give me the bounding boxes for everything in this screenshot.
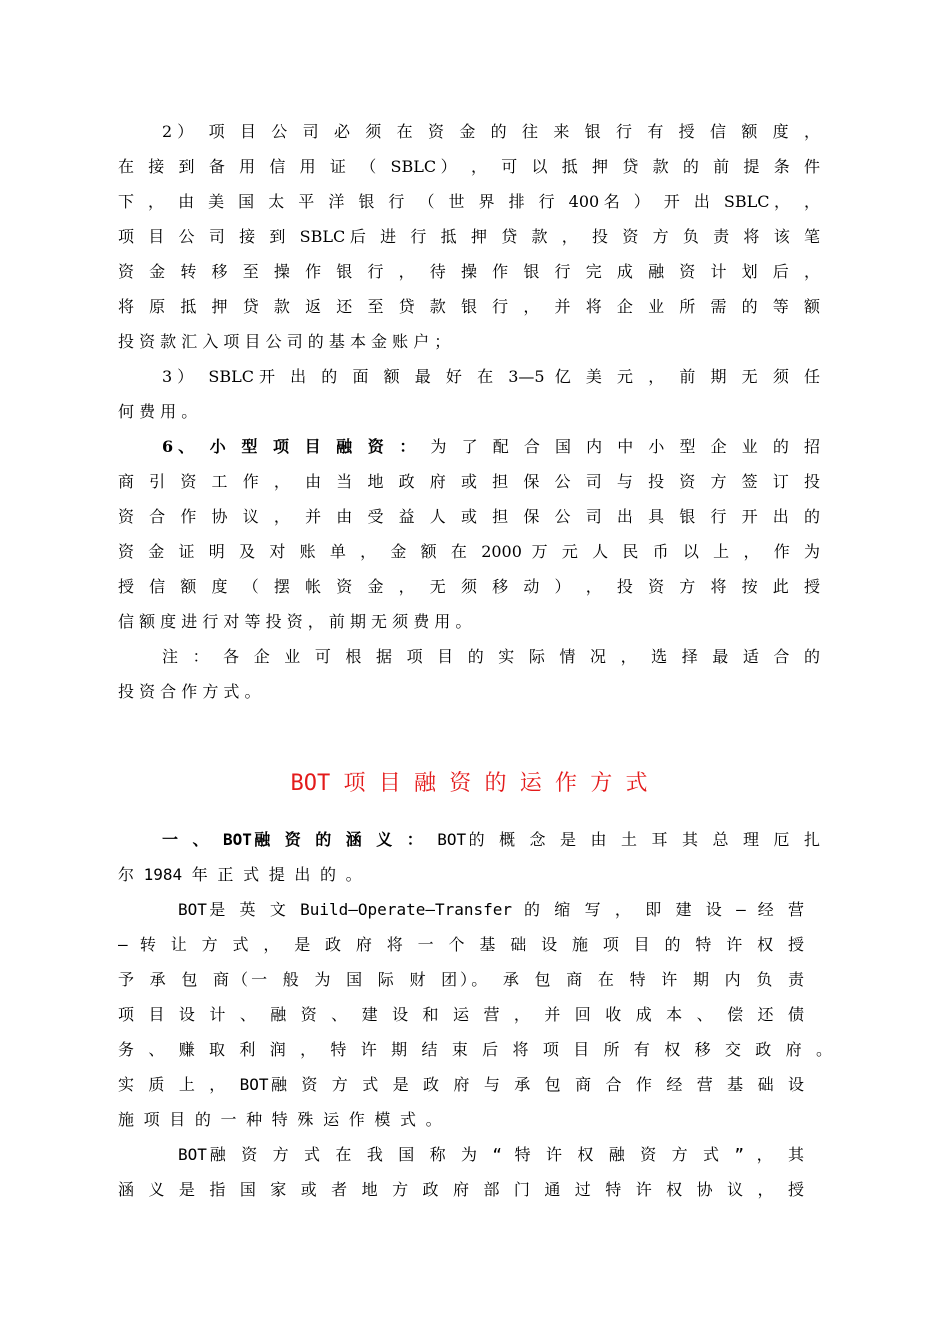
item2-line-3: 下 ， 由 美 国 太 平 洋 银 行 （ 世 界 排 行 400名 ） 开 出 SBLC， ， bbox=[118, 192, 820, 211]
item2-line-5: 资 金 转 移 至 操 作 银 行 ， 待 操 作 银 行 完 成 融 资 计 划 后 ， bbox=[118, 262, 820, 281]
item6-line-3: 资 合 作 协 议 ， 并 由 受 益 人 或 担 保 公 司 出 具 银 行 开 出 的 bbox=[118, 507, 820, 526]
item6-line-5: 授 信 额 度 （ 摆 帐 资 金 ， 无 须 移 动 ） ， 投 资 方 将 按 此 授 bbox=[118, 577, 820, 596]
item6-first-rest: 为 了 配 合 国 内 中 小 型 企 业 的 招 bbox=[430, 437, 820, 456]
para2-line-2: 涵 义 是 指 国 家 或 者 地 方 政 府 部 门 通 过 特 许 权 协 议 ， 授 bbox=[118, 1180, 804, 1199]
note-line-1: 注 ： 各 企 业 可 根 据 项 目 的 实 际 情 况 ， 选 择 最 适 合 的 bbox=[162, 647, 820, 666]
item6-heading: 6、 小 型 项 目 融 资 ： bbox=[162, 437, 421, 456]
item6-line-1 bbox=[162, 434, 820, 460]
note-line-2: 投 资 合 作 方 式 。 bbox=[118, 682, 261, 701]
para1-line-2: — 转 让 方 式 ， 是 政 府 将 一 个 基 础 设 施 项 目 的 特 许 权 授 bbox=[118, 935, 804, 954]
para1-line-7: 施 项 目 的 一 种 特 殊 运 作 模 式 。 bbox=[118, 1110, 442, 1129]
item6-line-4: 资 金 证 明 及 对 账 单 ， 金 额 在 2000 万 元 人 民 币 以 上 ， 作 为 bbox=[118, 542, 820, 561]
item6-line-2: 商 引 资 工 作 ， 由 当 地 政 府 或 担 保 公 司 与 投 资 方 签 订 投 bbox=[118, 472, 820, 491]
item6-line-6: 信 额 度 进 行 对 等 投 资 ， 前 期 无 须 费 用 。 bbox=[118, 612, 472, 631]
bot-heading-line-2: 尔 1984 年 正 式 提 出 的 。 bbox=[118, 865, 362, 884]
bot-heading: 一 、 BOT融 资 的 涵 义 ： bbox=[162, 830, 426, 849]
section-title: BOT 项 目 融 资 的 运 作 方 式 bbox=[290, 771, 648, 796]
item2-line-1: 2） 项 目 公 司 必 须 在 资 金 的 往 来 银 行 有 授 信 额 度 ， bbox=[162, 122, 820, 141]
para1-line-5: 务 、 赚 取 利 润 ， 特 许 期 结 束 后 将 项 目 所 有 权 移 交 政 府 。 bbox=[118, 1040, 832, 1059]
para1-line-3: 予 承 包 商（一 般 为 国 际 财 团）。 承 包 商 在 特 许 期 内 负 责 bbox=[118, 970, 804, 989]
para1-line-1: BOT是 英 文 Build—Operate—Transfer 的 缩 写 ， 即 建 设 — 经 营 bbox=[178, 900, 804, 919]
item2-line-7: 投 资 款 汇 入 项 目 公 司 的 基 本 金 账 户 ； bbox=[118, 332, 451, 351]
item2-line-2: 在 接 到 备 用 信 用 证 （ SBLC） ， 可 以 抵 押 贷 款 的 前 提 条 件 bbox=[118, 157, 820, 176]
item2-line-6: 将 原 抵 押 贷 款 返 还 至 贷 款 银 行 ， 并 将 企 业 所 需 的 等 额 bbox=[118, 297, 820, 316]
para1-line-4: 项 目 设 计 、 融 资 、 建 设 和 运 营 ， 并 回 收 成 本 、 偿 还 债 bbox=[118, 1005, 804, 1024]
para1-line-6: 实 质 上 ， BOT融 资 方 式 是 政 府 与 承 包 商 合 作 经 营 基 础 设 bbox=[118, 1075, 804, 1094]
bot-heading-rest: BOT的 概 念 是 由 土 耳 其 总 理 厄 扎 bbox=[437, 830, 820, 849]
para2-line-1: BOT融 资 方 式 在 我 国 称 为 “ 特 许 权 融 资 方 式 ” ， 其 bbox=[178, 1145, 804, 1164]
item2-line-4: 项 目 公 司 接 到 SBLC后 进 行 抵 押 贷 款 ， 投 资 方 负 责 将 该 笔 bbox=[118, 227, 820, 246]
bot-heading-line-1 bbox=[162, 827, 820, 853]
item3-line-2: 何 费 用 。 bbox=[118, 402, 198, 421]
item3-line-1: 3） SBLC开 出 的 面 额 最 好 在 3—5 亿 美 元 ， 前 期 无 须 任 bbox=[162, 367, 820, 386]
